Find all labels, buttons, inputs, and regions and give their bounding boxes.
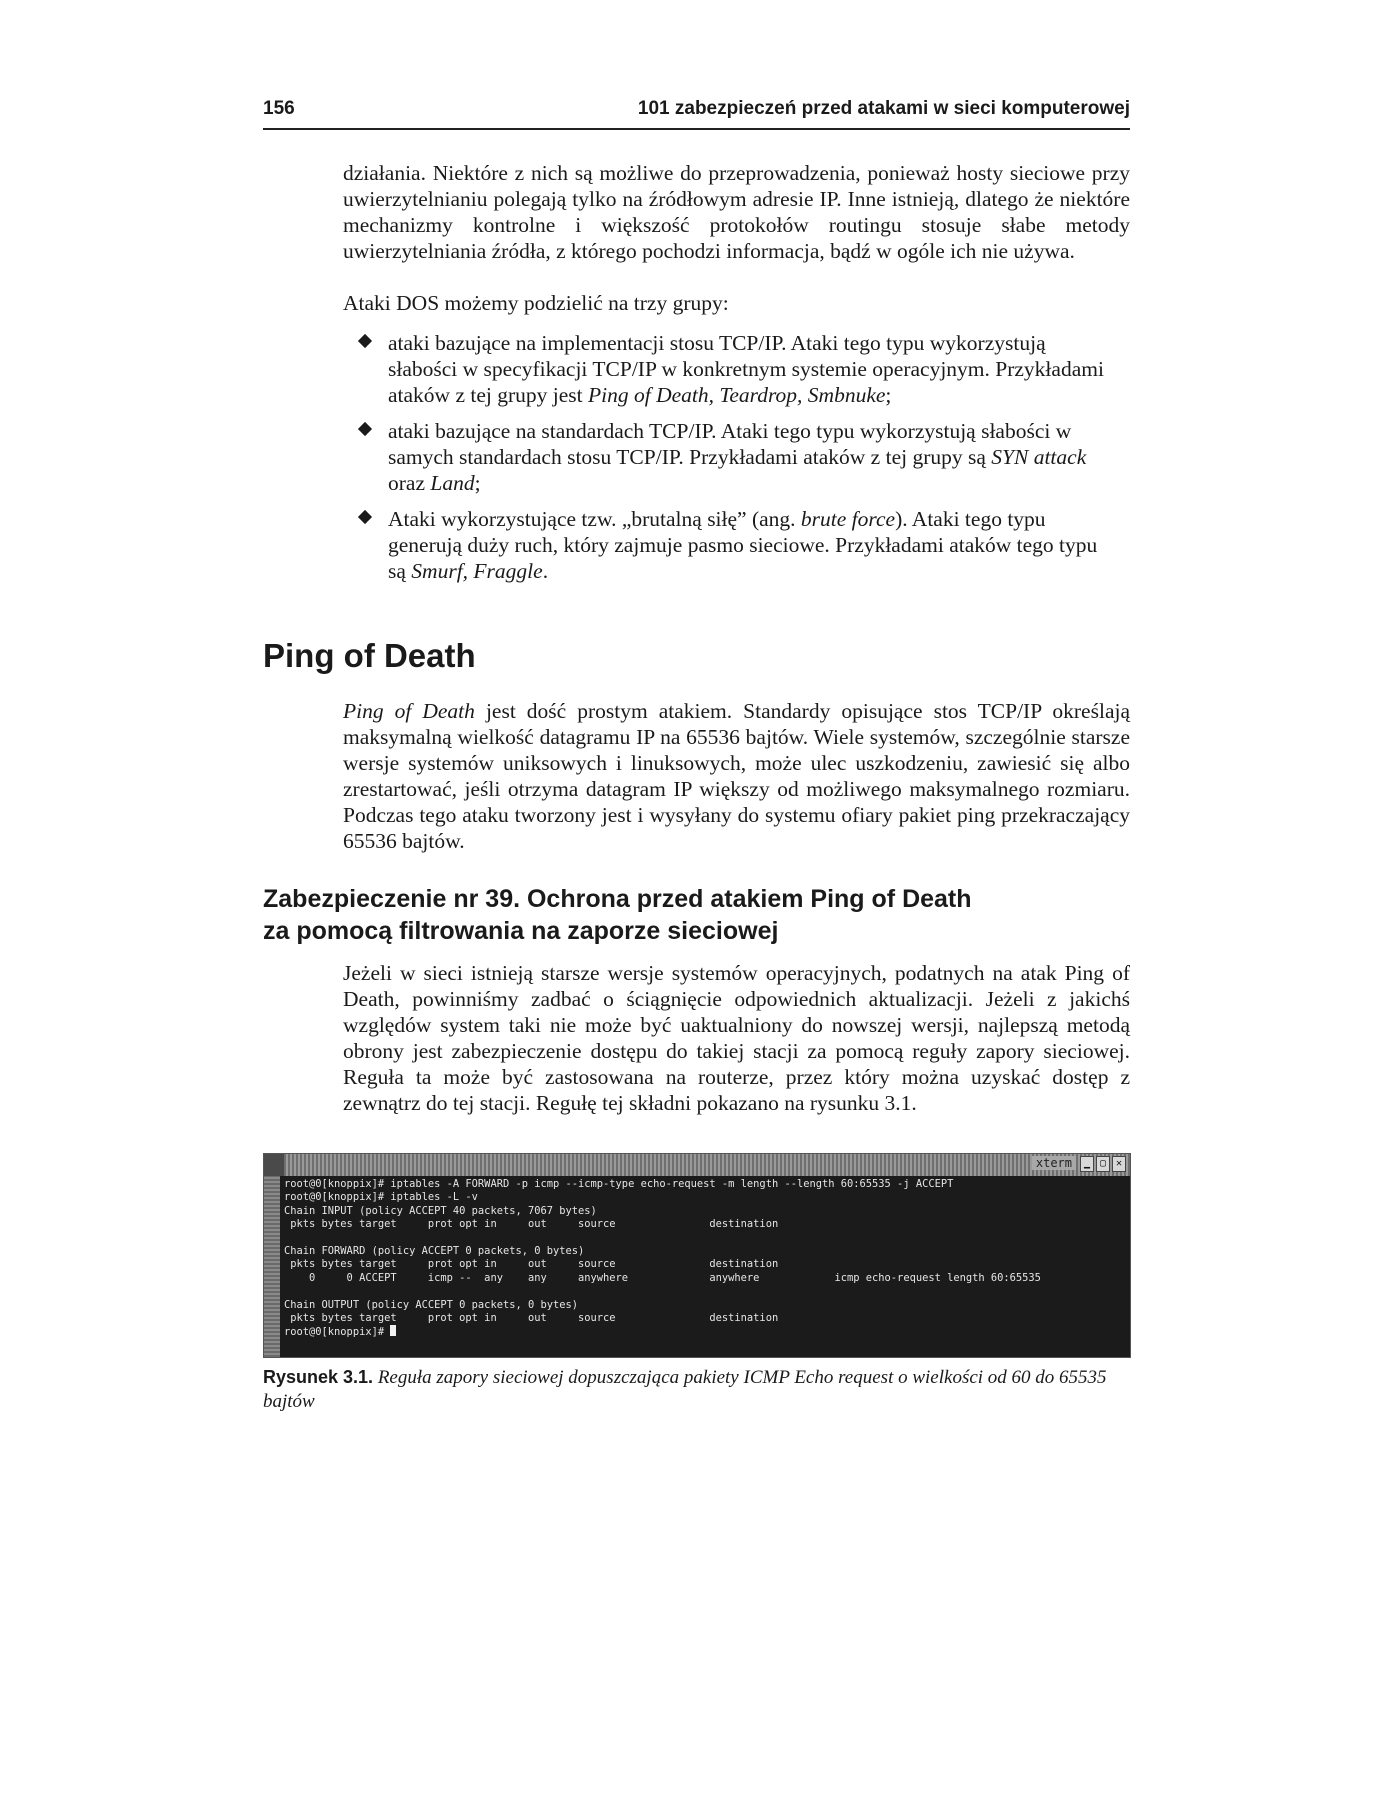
list-item-italic: brute force [800, 507, 896, 531]
list-item-tail: ; [885, 383, 892, 407]
window-menu-icon [264, 1154, 284, 1176]
maximize-icon: ▢ [1096, 1156, 1110, 1172]
list-item-tail: ; [474, 471, 481, 495]
diamond-bullet-icon [358, 510, 372, 524]
dos-groups-intro [343, 290, 1130, 316]
list-item [358, 506, 1108, 584]
terminal-window-label: xterm [1032, 1156, 1076, 1170]
terminal-line: 0 0 ACCEPT icmp -- any any anywhere anywhere icmp echo-request length 60:65535 [284, 1271, 1041, 1284]
ping-of-death-text [343, 698, 1130, 854]
list-item-mid: ). Ataki tego typu generują duży ruch, który zajmuje pasmo sieciowe. Przykładami ataków tego typu są [388, 507, 1098, 583]
terminal-line: pkts bytes target prot opt in out source destination [284, 1258, 779, 1271]
diamond-bullet-icon [358, 422, 372, 436]
terminal-prompt: root@0[knoppix]# [284, 1326, 391, 1339]
ping-of-death-lead: Ping of Death [343, 699, 475, 723]
subsection-heading-line-1: Zabezpieczenie nr 39. Ochrona przed atakiem Ping of Death [263, 885, 972, 913]
protection-paragraph [343, 960, 1130, 1116]
ping-of-death-paragraph [343, 698, 1130, 854]
minimize-icon: ▁ [1080, 1156, 1094, 1172]
list-item [358, 418, 1108, 496]
figure-caption [263, 1365, 1130, 1414]
list-item-italic-2: Smurf, Fraggle [411, 559, 543, 583]
page-number: 156 [263, 98, 295, 119]
list-item-italic: Ping of Death, Teardrop, Smbnuke [588, 383, 886, 407]
list-item-text: ataki bazujące na standardach TCP/IP. Ataki tego typu wykorzystują słabości w samych standardach stosu TCP/IP. Przykładami ataków z tej grupy są [388, 419, 1072, 469]
terminal-line: root@0[knoppix]# iptables -L -v [284, 1191, 478, 1204]
intro-text: działania. Niektóre z nich są możliwe do przeprowadzenia, ponieważ hosty sieciowe przy uwierzytelnianiu polegają tylko na źródłowym adresie IP. Inne istnieją, dlatego że niektóre mechanizmy kontrolne i większość protokołów routingu stosuje słabe metody uwierzytelniania źródła, z którego pochodzi informacja, bądź w ogóle ich nie używa. [343, 161, 1130, 263]
subsection-heading [263, 883, 1130, 947]
list-item-text: ataki bazujące na implementacji stosu TCP/IP. Ataki tego typu wykorzystują słabości w specyfikacji TCP/IP w konkretnym systemie operacyjnym. Przykładami ataków z tej grupy jest [388, 331, 1104, 407]
dos-groups-text: Ataki DOS możemy podzielić na trzy grupy: [343, 291, 729, 315]
terminal-line: Chain OUTPUT (policy ACCEPT 0 packets, 0 bytes) [284, 1298, 579, 1311]
diamond-bullet-icon [358, 334, 372, 348]
intro-paragraph [343, 160, 1130, 264]
terminal-titlebar [264, 1154, 1130, 1176]
attack-groups-list [358, 330, 1108, 594]
list-item [358, 330, 1108, 408]
list-item-text: Ataki wykorzystujące tzw. „brutalną siłę” (ang. [388, 507, 801, 531]
list-item-italic-2: Land [430, 471, 475, 495]
list-item-italic: SYN attack [991, 445, 1087, 469]
section-heading: Ping of Death [263, 637, 476, 674]
terminal-line: pkts bytes target prot opt in out source destination [284, 1312, 779, 1325]
running-header [263, 96, 1130, 130]
terminal-scrollbar [264, 1176, 280, 1357]
terminal-line: pkts bytes target prot opt in out source destination [284, 1218, 779, 1231]
subsection-heading-line-2: za pomocą filtrowania na zaporze sieciowej [263, 917, 779, 945]
terminal-line: Chain FORWARD (policy ACCEPT 0 packets, 0 bytes) [284, 1245, 585, 1258]
protection-text: Jeżeli w sieci istnieją starsze wersje systemów operacyjnych, podatnych na atak Ping of Death, powinniśmy zadbać o ściągnięcie odpowiednich aktualizacji. Jeżeli z jakichś względów system taki nie może być uaktualniony do nowszej wersji, najlepszą metodą obrony jest zabezpieczenie dostępu do takiej stacji za pomocą reguły zapory sieciowej. Reguła ta może być zastosowana na routerze, przez który można uzyskać dostęp z zewnątrz do tej stacji. Regułę tej składni pokazano na rysunku 3.1. [343, 961, 1130, 1115]
caption-text: Reguła zapory sieciowej dopuszczająca pakiety ICMP Echo request o wielkości od 60 do 65535 bajtów [263, 1367, 1107, 1412]
close-icon: ✕ [1112, 1156, 1126, 1172]
terminal-line: Chain INPUT (policy ACCEPT 40 packets, 7067 bytes) [284, 1204, 597, 1217]
terminal-figure [263, 1153, 1131, 1358]
book-title: 101 zabezpieczeń przed atakami w sieci komputerowej [637, 98, 1130, 119]
list-item-tail: . [542, 559, 549, 583]
terminal-line: root@0[knoppix]# iptables -A FORWARD -p icmp --icmp-type echo-request -m length --length 60:65535 -j ACCEPT [284, 1178, 954, 1190]
list-item-mid: oraz [388, 471, 431, 495]
terminal-cursor [390, 1325, 396, 1336]
ping-of-death-body: jest dość prostym atakiem. Standardy opisujące stos TCP/IP określają maksymalną wielkość datagramu IP na 65536 bajtów. Wiele systemów, szczególnie starsze wersje systemów uniksowych i linuksowych, może ulec uszkodzeniu, zawiesić się albo zrestartować, jeśli otrzyma datagram IP większy od możliwego maksymalnego rozmiaru. Podczas tego ataku tworzony jest i wysyłany do systemu ofiary pakiet ping przekraczający 65536 bajtów. [343, 699, 1130, 853]
terminal-output [284, 1178, 1124, 1340]
caption-label: Rysunek 3.1. [263, 1367, 374, 1387]
